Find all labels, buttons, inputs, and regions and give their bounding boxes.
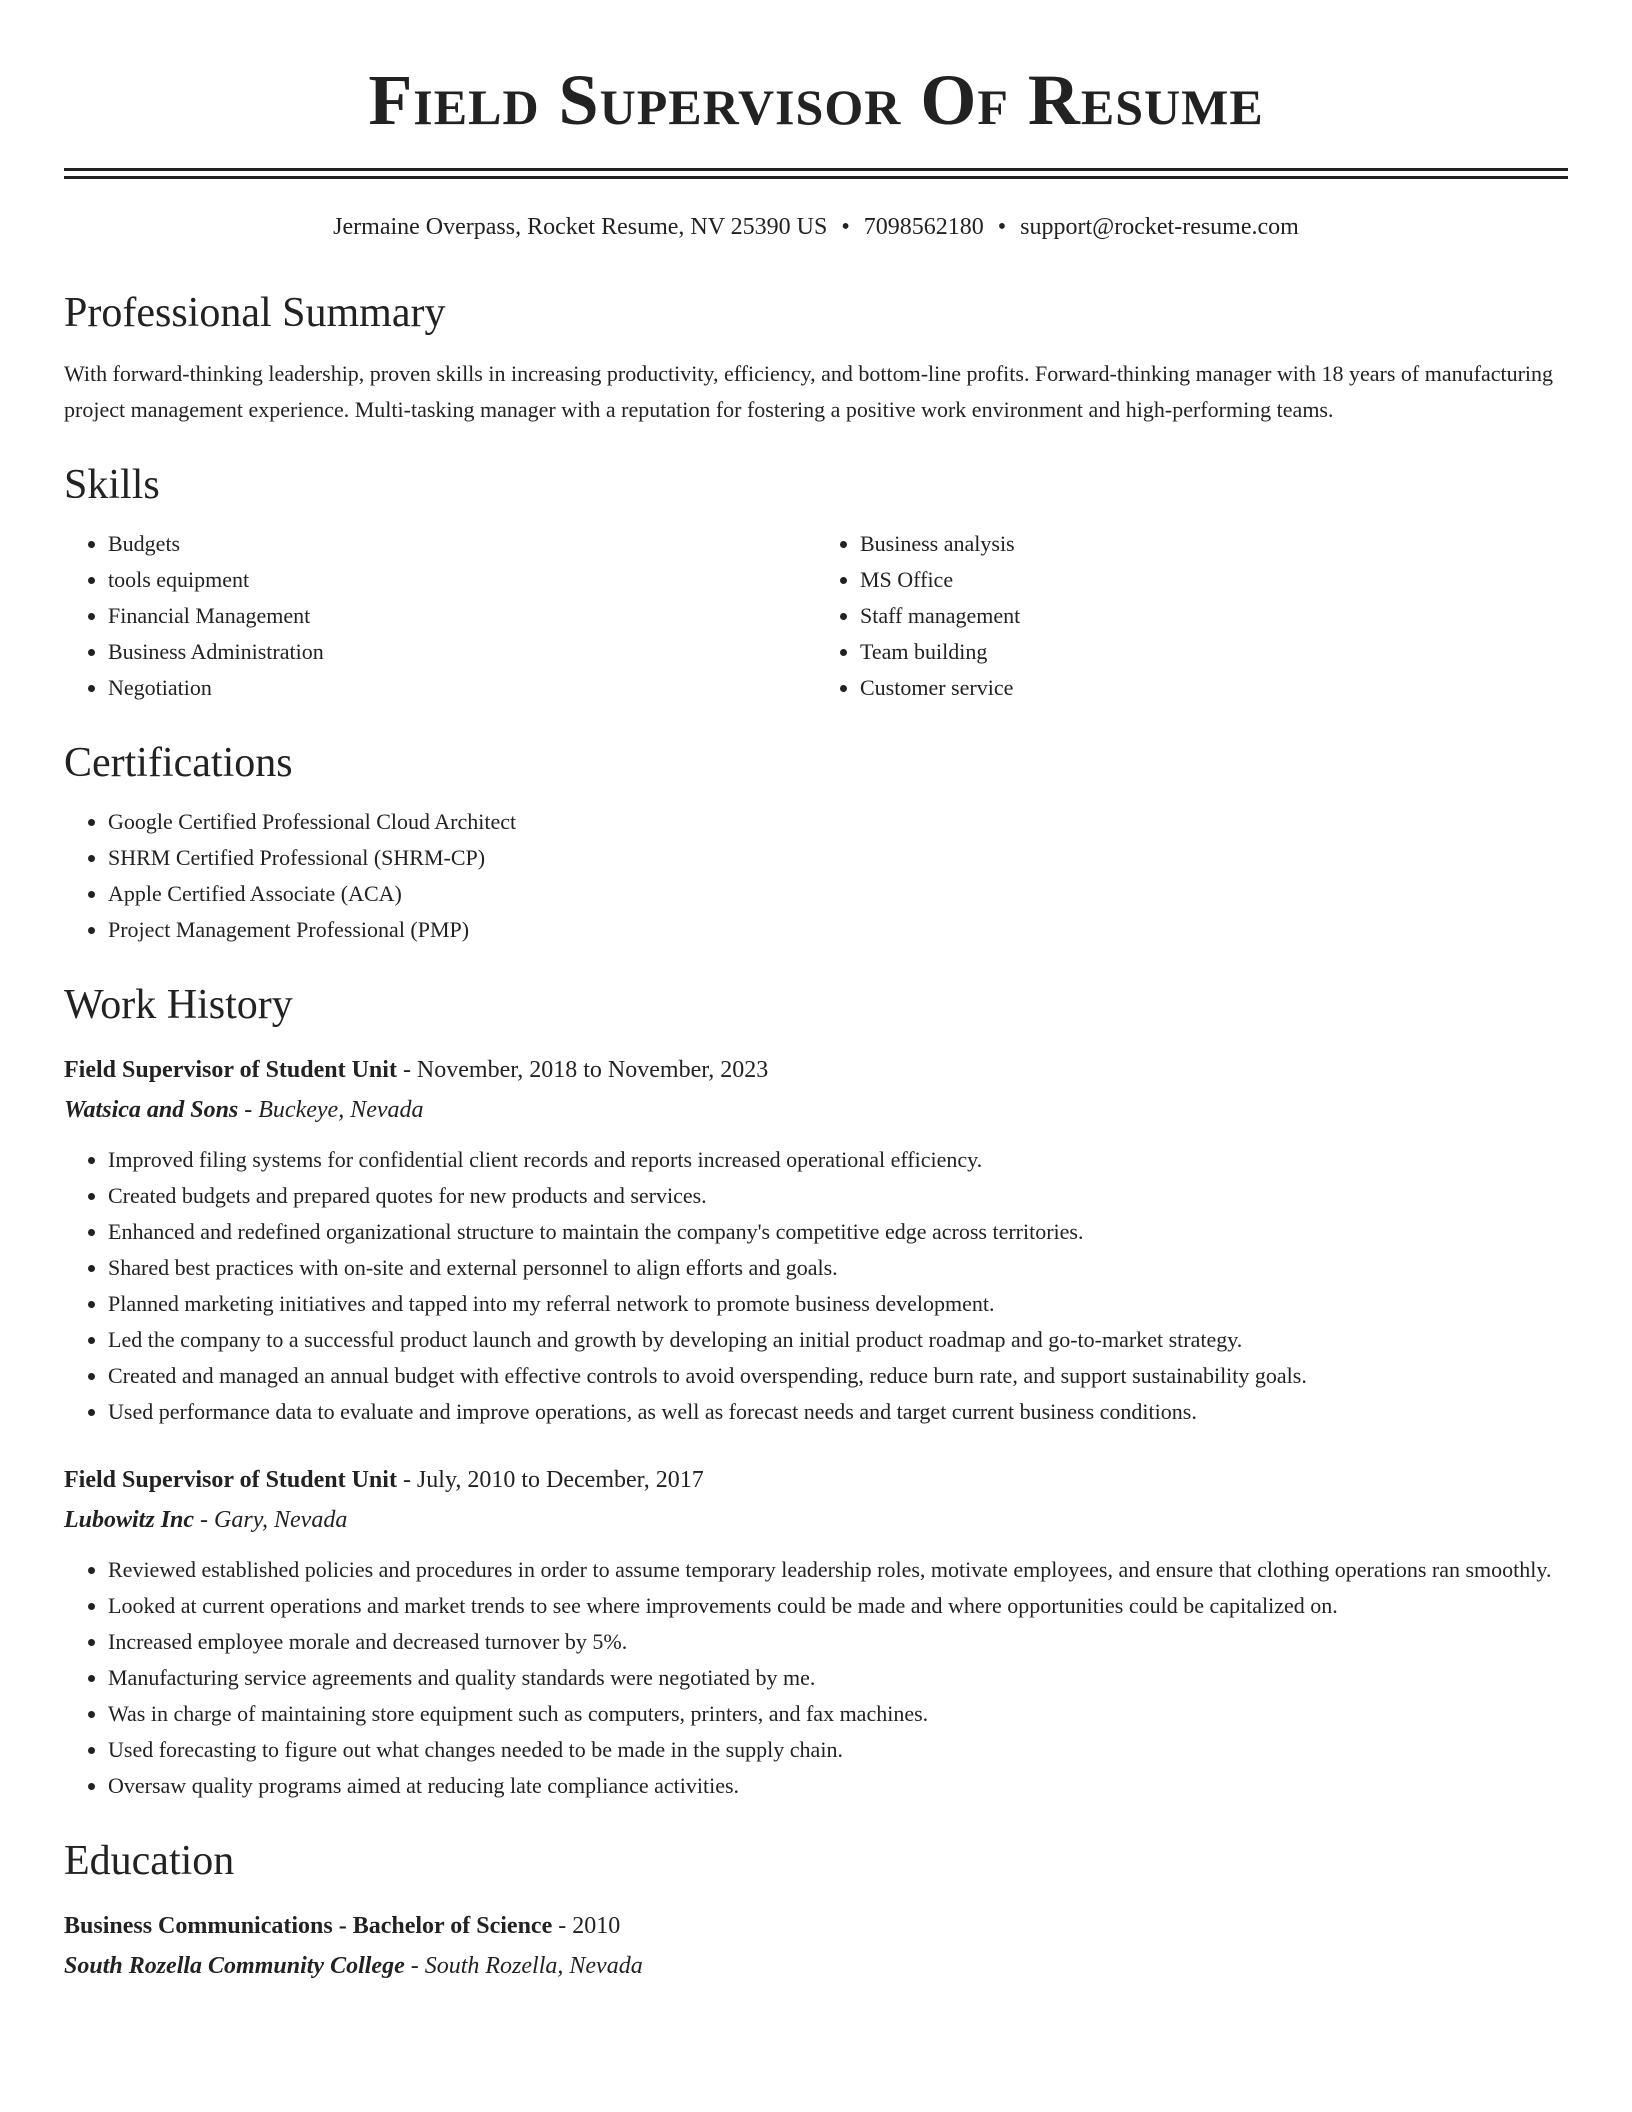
contact-line	[64, 213, 1568, 242]
certification-item: • Project Management Professional (PMP)	[108, 912, 1568, 948]
skills-right-list	[816, 526, 1568, 706]
employer-name: Watsica and Sons	[64, 1096, 239, 1123]
education-section	[64, 1837, 1568, 1986]
summary-text: With forward-thinking leadership, proven skills in increasing productivity, efficiency, and bottom-line profits. Forward-thinking manager with 18 years of manufacturing project management experience. Multi-tasking manager with a reputation for fostering a positive work environment and high-performing teams.	[64, 360, 1554, 422]
certifications-section	[64, 739, 1568, 948]
skill-item: • tools equipment	[108, 562, 816, 598]
school-name: South Rozella Community College	[64, 1952, 405, 1979]
duty-item: • Was in charge of maintaining store equipment such as computers, printers, and fax machines.	[108, 1696, 1568, 1732]
skill-item: • Team building	[860, 634, 1568, 670]
education-heading: Education	[64, 1837, 235, 1884]
duty-item: • Reviewed established policies and procedures in order to assume temporary leadership roles, motivate employees, and ensure that clothing operations ran smoothly.	[108, 1552, 1568, 1588]
duty-item: • Looked at current operations and market trends to see where improvements could be made and where opportunities could be capitalized on.	[108, 1588, 1568, 1624]
skill-item: • Financial Management	[108, 598, 816, 634]
duty-item: • Used performance data to evaluate and improve operations, as well as forecast needs and target current business conditions.	[108, 1394, 1568, 1430]
certifications-list	[64, 804, 1568, 948]
certification-item: • Apple Certified Associate (ACA)	[108, 876, 1568, 912]
skills-section	[64, 461, 1568, 706]
contact-separator: •	[997, 214, 1007, 240]
job-duties-list	[64, 1552, 1568, 1804]
job-title: Field Supervisor of Student Unit	[64, 1466, 397, 1493]
contact-email: support@rocket-resume.com	[1020, 214, 1299, 240]
skill-item: • Customer service	[860, 670, 1568, 706]
duty-item: • Manufacturing service agreements and quality standards were negotiated by me.	[108, 1660, 1568, 1696]
employer-line	[64, 1090, 1568, 1130]
duty-item: • Oversaw quality programs aimed at reducing late compliance activities.	[108, 1768, 1568, 1804]
employer-location: - Buckeye, Nevada	[244, 1096, 424, 1123]
employer-line	[64, 1500, 1568, 1540]
skills-grid	[64, 526, 1568, 706]
resume-title: Field Supervisor Of Resume	[368, 60, 1264, 140]
duty-item: • Enhanced and redefined organizational structure to maintain the company's competitive edge across territories.	[108, 1214, 1568, 1250]
duty-item: • Created budgets and prepared quotes for new products and services.	[108, 1178, 1568, 1214]
job-entry	[64, 1460, 1568, 1804]
skill-item: • Business analysis	[860, 526, 1568, 562]
employer-location: - Gary, Nevada	[200, 1506, 348, 1533]
degree-name: Business Communications - Bachelor of Science	[64, 1912, 553, 1939]
contact-phone: 7098562180	[863, 214, 984, 240]
title-divider	[64, 168, 1568, 179]
skill-item: • MS Office	[860, 562, 1568, 598]
skill-item: • Staff management	[860, 598, 1568, 634]
job-dates: - July, 2010 to December, 2017	[402, 1466, 704, 1493]
certification-item: • Google Certified Professional Cloud Architect	[108, 804, 1568, 840]
employer-name: Lubowitz Inc	[64, 1506, 195, 1533]
certifications-heading: Certifications	[64, 739, 293, 786]
skill-item: • Negotiation	[108, 670, 816, 706]
skill-item: • Budgets	[108, 526, 816, 562]
certification-item: • SHRM Certified Professional (SHRM-CP)	[108, 840, 1568, 876]
work-history-heading: Work History	[64, 981, 293, 1028]
duty-item: • Shared best practices with on-site and external personnel to align efforts and goals.	[108, 1250, 1568, 1286]
job-entry	[64, 1050, 1568, 1430]
work-history-section	[64, 981, 1568, 1804]
degree-year: - 2010	[558, 1912, 621, 1939]
duty-item: • Improved filing systems for confidential client records and reports increased operational efficiency.	[108, 1142, 1568, 1178]
duty-item: • Used forecasting to figure out what changes needed to be made in the supply chain.	[108, 1732, 1568, 1768]
skill-item: • Business Administration	[108, 634, 816, 670]
summary-section	[64, 289, 1568, 428]
duty-item: • Led the company to a successful product launch and growth by developing an initial product roadmap and go-to-market strategy.	[108, 1322, 1568, 1358]
job-duties-list	[64, 1142, 1568, 1430]
contact-address: Jermaine Overpass, Rocket Resume, NV 25390 US	[333, 214, 828, 240]
duty-item: • Increased employee morale and decreased turnover by 5%.	[108, 1624, 1568, 1660]
job-dates: - November, 2018 to November, 2023	[402, 1056, 769, 1083]
skills-left-list	[64, 526, 816, 706]
school-line	[64, 1946, 1568, 1986]
summary-heading: Professional Summary	[64, 289, 446, 336]
duty-item: • Created and managed an annual budget with effective controls to avoid overspending, reduce burn rate, and support sustainability goals.	[108, 1358, 1568, 1394]
degree-line	[64, 1906, 1568, 1946]
contact-separator: •	[841, 214, 850, 240]
school-location: - South Rozella, Nevada	[410, 1952, 643, 1979]
job-title-line	[64, 1460, 1568, 1500]
duty-item: • Planned marketing initiatives and tapped into my referral network to promote business development.	[108, 1286, 1568, 1322]
skills-heading: Skills	[64, 461, 160, 508]
job-title: Field Supervisor of Student Unit	[64, 1056, 397, 1083]
job-title-line	[64, 1050, 1568, 1090]
